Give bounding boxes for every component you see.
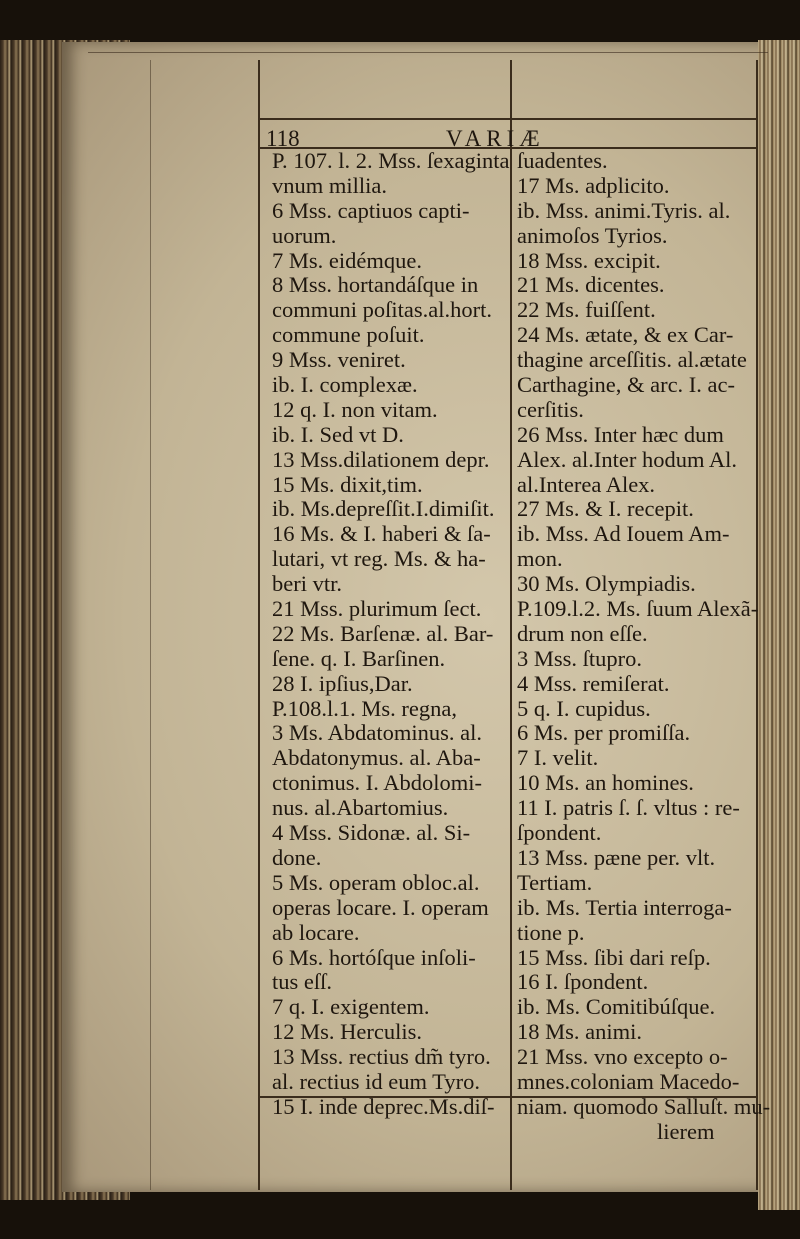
rule-header: [258, 118, 758, 120]
text-line: mnes.coloniam Macedo-: [517, 1068, 740, 1094]
text-line: P. 107. l. 2. Mss. ſexaginta: [272, 148, 510, 173]
text-line: 7 Ms. eidémque.: [272, 247, 422, 273]
text-line: al.Interea Alex.: [517, 471, 656, 497]
text-line: 16 I. ſpondent.: [517, 969, 649, 995]
text-line: commune poſuit.: [272, 322, 425, 348]
text-line: animoſos Tyrios.: [517, 222, 668, 248]
text-line: 30 Ms. Olympiadis.: [517, 571, 696, 597]
text-line: 22 Ms. Barſenæ. al. Bar-: [272, 620, 494, 646]
text-line: ib. Mss. Ad Iouem Am-: [517, 521, 730, 547]
text-line: 12 Ms. Herculis.: [272, 1019, 422, 1045]
text-line: 10 Ms. an homines.: [517, 770, 694, 796]
text-line: 21 Mss. plurimum ſect.: [272, 596, 482, 622]
text-line: ctonimus. I. Abdolomi-: [272, 770, 482, 796]
text-line: 4 Mss. remiſerat.: [517, 670, 670, 696]
text-line: vnum millia.: [272, 172, 387, 198]
text-line: 13 Mss.dilationem depr.: [272, 446, 490, 472]
left-column: [272, 149, 510, 1120]
text-line: uorum.: [272, 222, 337, 248]
text-line: 24 Ms. ætate, & ex Car-: [517, 322, 734, 348]
text-line: ib. Ms.depreſſit.I.dimiſit.: [272, 496, 495, 522]
text-line: ab locare.: [272, 919, 360, 945]
text-line: 15 Mss. ſibi dari reſp.: [517, 944, 711, 970]
text-line: 15 I. inde deprec.Ms.diſ-: [272, 1093, 495, 1119]
text-line: 7 I. velit.: [517, 745, 599, 771]
text-line: 26 Mss. Inter hæc dum: [517, 421, 724, 447]
text-line: 3 Mss. ſtupro.: [517, 645, 643, 671]
text-line: 21 Mss. vno excepto o-: [517, 1044, 728, 1070]
rule-left-frame: [258, 60, 260, 1190]
text-line: cerſitis.: [517, 396, 584, 422]
text-line: 15 Ms. dixit,tim.: [272, 471, 423, 497]
text-line: done.: [272, 844, 322, 870]
text-line: al. rectius id eum Tyro.: [272, 1068, 480, 1094]
text-line: 3 Ms. Abdatominus. al.: [272, 720, 483, 746]
rule-column-divider: [510, 60, 512, 1190]
text-line: ib. I. Sed vt D.: [272, 421, 404, 447]
rule-top-outer: [88, 52, 768, 53]
text-line: mon.: [517, 546, 563, 572]
text-line: 5 q. I. cupidus.: [517, 695, 651, 721]
text-line: 12 q. I. non vitam.: [272, 396, 438, 422]
text-line: niam. quomodo Salluſt. mu-: [517, 1093, 771, 1119]
text-line: ib. I. complexæ.: [272, 372, 418, 398]
right-column: [517, 149, 770, 1145]
text-line: ib. Mss. animi.Tyris. al.: [517, 197, 731, 223]
text-line: 7 q. I. exigentem.: [272, 994, 430, 1020]
text-line: ſene. q. I. Barſinen.: [272, 645, 446, 671]
text-line: Carthagine, & arc. I. ac-: [517, 372, 736, 398]
text-line: 18 Mss. excipit.: [517, 247, 661, 273]
text-line: 13 Mss. rectius dm̃ tyro.: [272, 1044, 491, 1070]
text-line: 17 Ms. adplicito.: [517, 172, 670, 198]
running-head: VARIÆ: [446, 126, 545, 151]
text-line: lierem: [657, 1118, 715, 1144]
text-line: 28 I. ipſius,Dar.: [272, 670, 413, 696]
text-line: Tertiam.: [517, 869, 593, 895]
text-line: ſuadentes.: [517, 148, 608, 173]
text-line: beri vtr.: [272, 571, 342, 597]
text-line: 4 Mss. Sidonæ. al. Si-: [272, 820, 471, 846]
text-line: 6 Ms. hortóſque inſoli-: [272, 944, 476, 970]
text-line: thagine arceſſitis. al.ætate: [517, 347, 747, 373]
text-line: 13 Mss. pæne per. vlt.: [517, 844, 716, 870]
text-line: ib. Ms. Tertia interroga-: [517, 894, 732, 920]
text-line: lutari, vt reg. Ms. & ha-: [272, 546, 486, 572]
rule-left-inner: [150, 60, 151, 1190]
text-line: 6 Mss. captiuos capti-: [272, 197, 470, 223]
text-line: 11 I. patris ſ. ſ. vltus : re-: [517, 795, 740, 821]
page-number: 118: [266, 126, 300, 151]
text-line: 18 Ms. animi.: [517, 1019, 643, 1045]
text-line: P.108.l.1. Ms. regna,: [272, 695, 457, 721]
text-line: 27 Ms. & I. recepit.: [517, 496, 694, 522]
text-line: Alex. al.Inter hodum Al.: [517, 446, 737, 472]
text-line: communi poſitas.al.hort.: [272, 297, 492, 323]
text-line: ib. Ms. Comitibúſque.: [517, 994, 716, 1020]
text-line: 8 Mss. hortandáſque in: [272, 272, 479, 298]
text-line: operas locare. I. operam: [272, 894, 489, 920]
text-line: 21 Ms. dicentes.: [517, 272, 665, 298]
text-line: nus. al.Abartomius.: [272, 795, 449, 821]
text-line: Abdatonymus. al. Aba-: [272, 745, 481, 771]
text-line: 9 Mss. veniret.: [272, 347, 406, 373]
text-line: 16 Ms. & I. haberi & ſa-: [272, 521, 491, 547]
text-line: tus eſſ.: [272, 969, 332, 995]
text-line: 6 Ms. per promiſſa.: [517, 720, 691, 746]
text-line: 5 Ms. operam obloc.al.: [272, 869, 480, 895]
text-line: P.109.l.2. Ms. ſuum Alexã-: [517, 596, 759, 622]
text-line: ſpondent.: [517, 820, 602, 846]
text-line: drum non eſſe.: [517, 620, 648, 646]
text-line: 22 Ms. fuiſſent.: [517, 297, 656, 323]
text-line: tione p.: [517, 919, 585, 945]
